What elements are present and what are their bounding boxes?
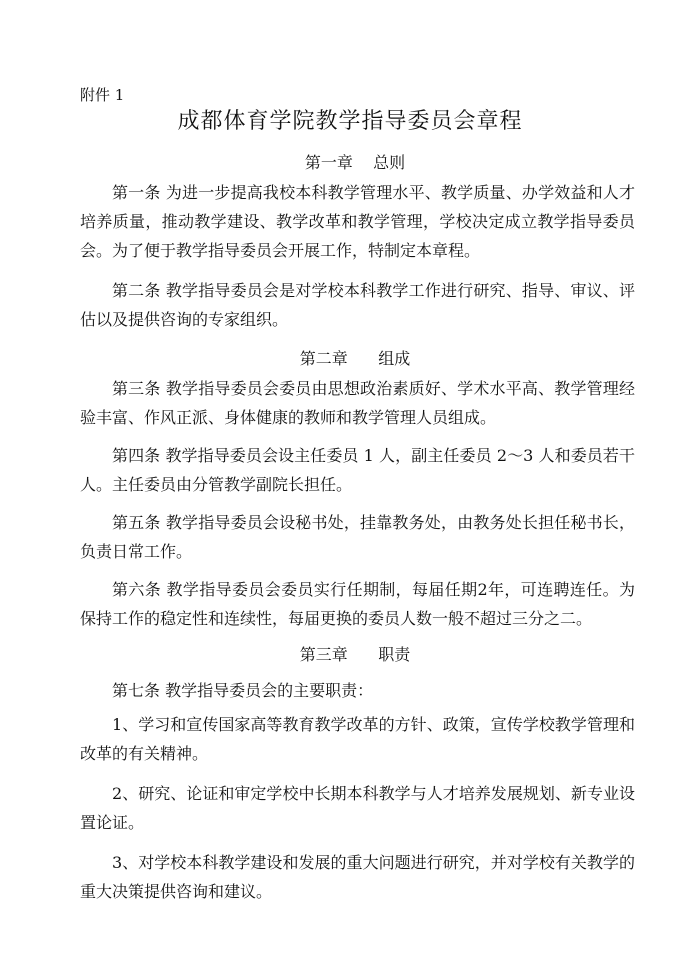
article-6: 第六条 教学指导委员会委员实行任期制，每届任期2年，可连聘连任。为保持工作的稳定性和连续性，每届更换的委员人数一般不超过三分之二。 [80,580,635,628]
article-7: 第七条 教学指导委员会的主要职责： [112,681,374,700]
duty-item-2: 2、研究、论证和审定学校中长期本科教学与人才培养发展规划、新专业设置论证。 [80,784,635,832]
article-3: 第三条 教学指导委员会委员由思想政治素质好、学术水平高、教学管理经验丰富、作风正派、身体健康的教师和教学管理人员组成。 [80,379,635,427]
article-5: 第五条 教学指导委员会设秘书处，挂靠教务处，由教务处长担任秘书长，负责日常工作。 [80,513,635,561]
article-1: 第一条 为进一步提高我校本科教学管理水平、教学质量、办学效益和人才培养质量，推动教学建设、教学改革和教学管理，学校决定成立教学指导委员会。为了便于教学指导委员会开展工作，特制定本章程。 [80,183,635,260]
chapter-heading-1: 第一章 总则 [304,153,406,172]
chapter-heading-3: 第三章 职责 [299,645,411,664]
article-4: 第四条 教学指导委员会设主任委员 1 人，副主任委员 2～3 人和委员若干人。主任委员由分管教学副院长担任。 [80,446,635,494]
chapter-heading-2: 第二章 组成 [299,349,411,368]
document-title: 成都体育学院教学指导委员会章程 [177,109,523,134]
attachment-label: 附件 1 [80,86,125,104]
duty-item-1: 1、学习和宣传国家高等教育教学改革的方针、政策，宣传学校教学管理和改革的有关精神。 [80,715,635,763]
duty-item-3: 3、对学校本科教学建设和发展的重大问题进行研究，并对学校有关教学的重大决策提供咨询和建议。 [80,853,635,901]
article-2: 第二条 教学指导委员会是对学校本科教学工作进行研究、指导、审议、评估以及提供咨询的专家组织。 [80,281,635,329]
